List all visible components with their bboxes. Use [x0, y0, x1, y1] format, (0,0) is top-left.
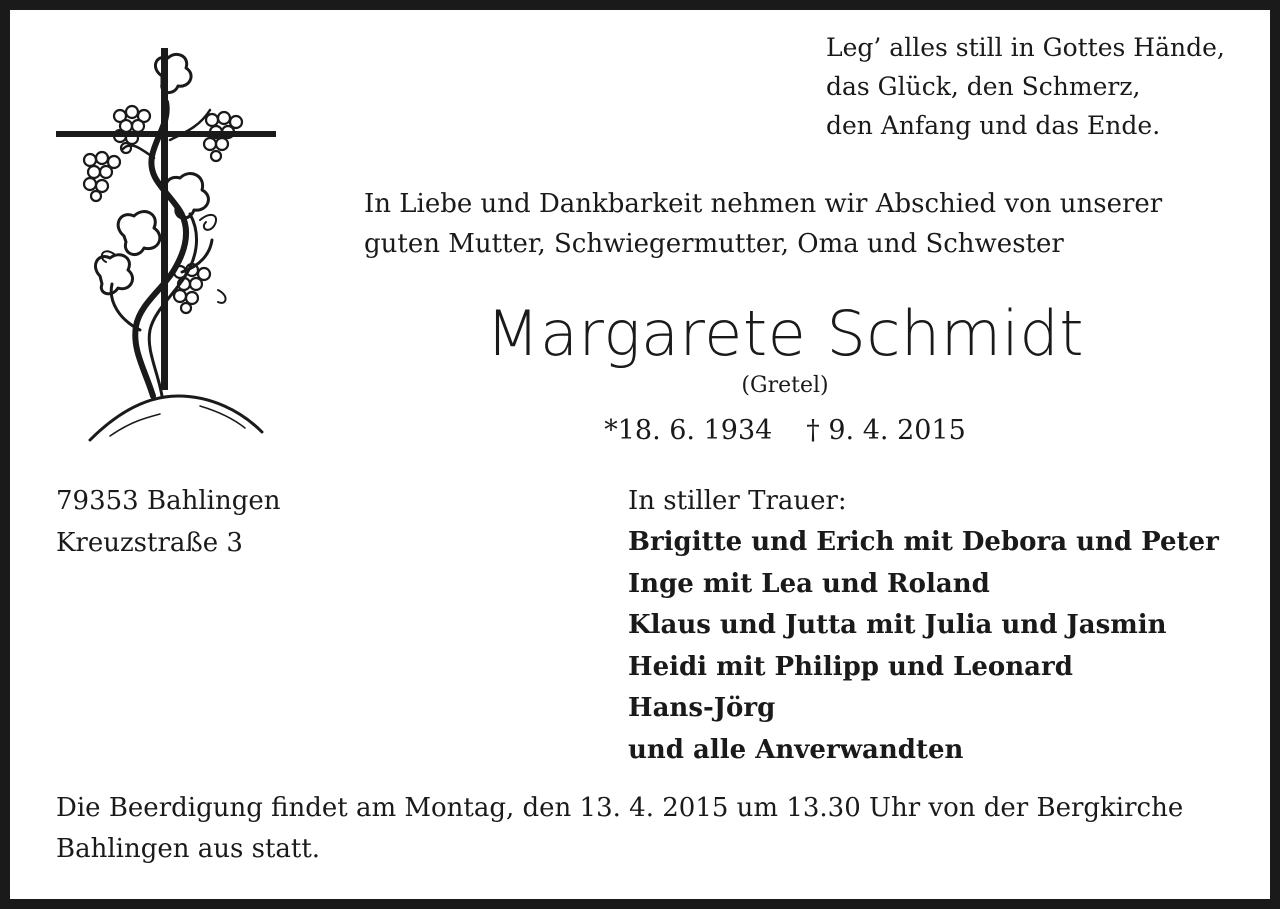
deceased-nickname: (Gretel) — [741, 373, 829, 398]
address — [56, 480, 280, 564]
funeral-notice — [56, 788, 1246, 870]
mourner-line: Brigitte und Erich mit Debora und Peter — [628, 527, 1219, 557]
verse — [826, 28, 1225, 145]
cross-with-grapevine-icon — [50, 40, 282, 444]
death-date: † 9. 4. 2015 — [806, 415, 966, 446]
mourners-heading: In stiller Trauer: — [628, 486, 847, 516]
verse-line: Leg’ alles still in Gottes Hände, — [826, 33, 1225, 62]
funeral-line: Bahlingen aus statt. — [56, 834, 321, 864]
life-dates — [540, 410, 1030, 452]
verse-line: den Anfang und das Ende. — [826, 111, 1161, 140]
mourner-line: Hans-Jörg — [628, 693, 776, 723]
mourner-line: Heidi mit Philipp und Leonard — [628, 651, 1073, 682]
address-line: Kreuzstraße 3 — [56, 528, 243, 558]
funeral-line: Die Beerdigung findet am Montag, den 13. 4. 2015 um 13.30 Uhr von der Bergkirche — [56, 793, 1184, 823]
mourners-list — [628, 522, 1219, 771]
verse-line: das Glück, den Schmerz, — [826, 72, 1141, 101]
mourner-line: und alle Anverwandten — [628, 734, 964, 765]
mourner-line: Klaus und Jutta mit Julia und Jasmin — [628, 610, 1167, 640]
address-line: 79353 Bahlingen — [56, 486, 281, 516]
intro-line: In Liebe und Dankbarkeit nehmen wir Abschied von unserer — [364, 189, 1163, 219]
birth-date: *18. 6. 1934 — [604, 415, 773, 446]
deceased-name: Margarete Schmidt — [485, 297, 1085, 370]
mourner-line: Inge mit Lea und Roland — [628, 568, 990, 599]
intro-line: guten Mutter, Schwiegermutter, Oma und Schwester — [364, 229, 1064, 259]
intro-text — [364, 184, 1224, 264]
